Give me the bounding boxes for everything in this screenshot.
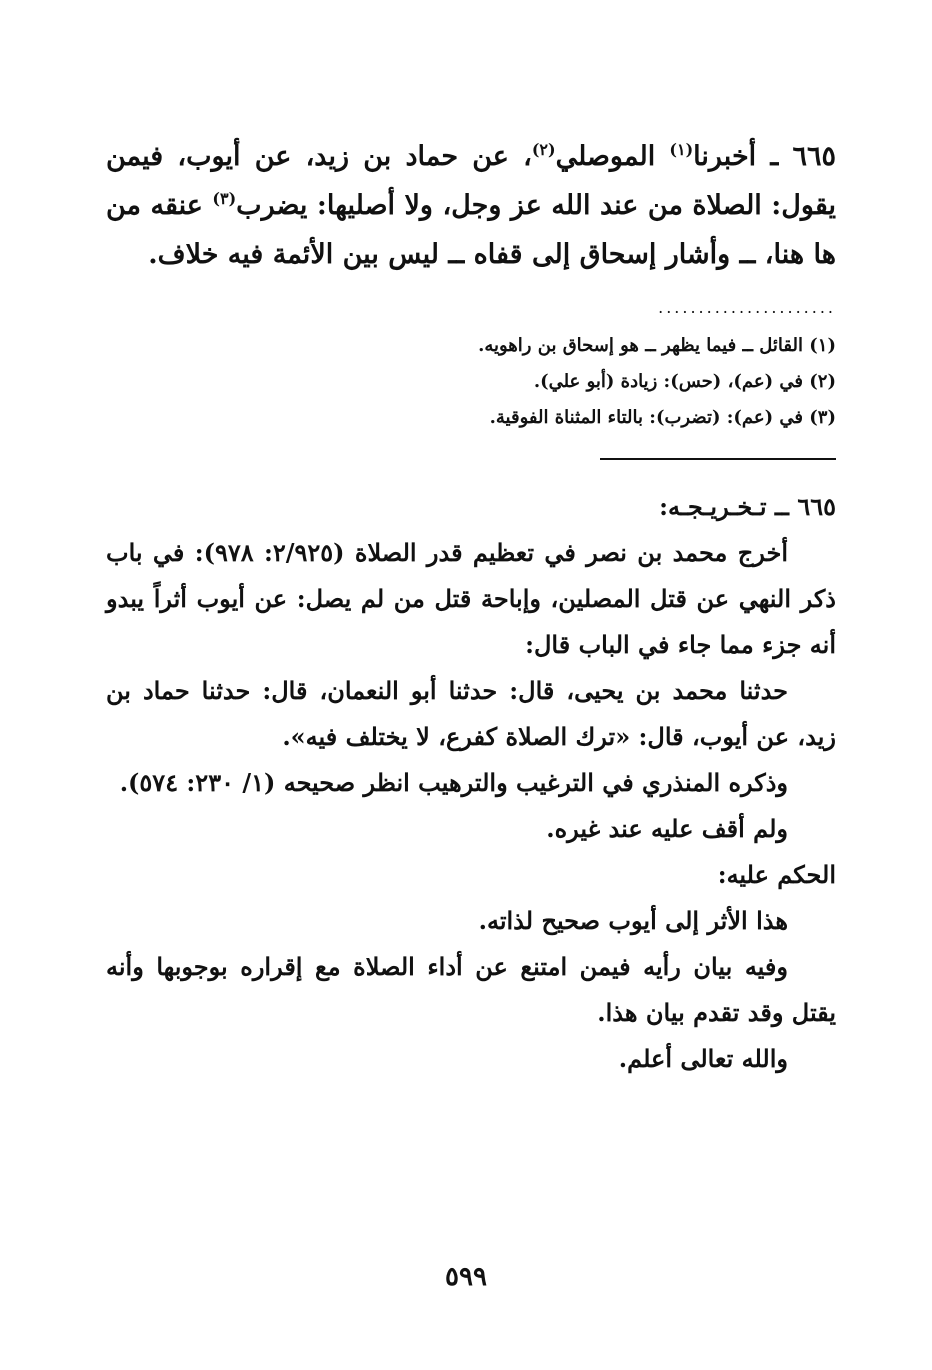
footnotes [106, 328, 836, 436]
footnote-marker-1: (١) [669, 140, 694, 159]
footnote-separator: ...................... [658, 298, 836, 317]
footnote-2: (٢) في (عم)، (حس): زيادة (أبو علي). [533, 371, 836, 392]
ruling-heading: الحكم عليه: [717, 860, 836, 889]
narration-text-4: عنقه من ها هنا، ــ وأشار إسحاق إلى قفاه ــ ليس بين الأئمة فيه خلاف. [106, 190, 836, 270]
takhrij-section [106, 484, 836, 1082]
page-number: ٥٩٩ [445, 1262, 487, 1292]
takhrij-heading: ٦٦٥ ــ تـخـريـجـه: [659, 492, 836, 521]
main-narration [106, 132, 836, 279]
footnote-marker-3: (٣) [212, 189, 237, 208]
section-divider [600, 458, 836, 460]
footnote-3: (٣) في (عم): (تضرب): بالتاء المثناة الفوقية. [489, 407, 836, 428]
ruling-paragraph-3: والله تعالى أعلم. [618, 1044, 788, 1073]
footnote-1: (١) القائل ــ فيما يظهر ــ هو إسحاق بن راهويه. [478, 335, 836, 356]
takhrij-paragraph-4: ولم أقف عليه عند غيره. [546, 814, 788, 843]
ruling-paragraph-1: هذا الأثر إلى أيوب صحيح لذاته. [478, 906, 788, 935]
ruling-paragraph-2: وفيه بيان رأيه فيمن امتنع عن أداء الصلاة مع إقراره بوجوبها وأنه يقتل وقد تقدم بيان هذا. [106, 952, 836, 1027]
takhrij-paragraph-1: أخرج محمد بن نصر في تعظيم قدر الصلاة (٢/٩٢٥: ٩٧٨): في باب ذكر النهي عن قتل المصلين، وإباحة قتل من لم يصل: عن أيوب أثراً يبدو أنه جزء مما جاء في الباب قال: [106, 538, 836, 659]
narration-number: ٦٦٥ ـ [770, 141, 836, 172]
narration-text-2: الموصلي [555, 141, 656, 172]
takhrij-paragraph-3: وذكره المنذري في الترغيب والترهيب انظر صحيحه (١/ ٢٣٠: ٥٧٤). [119, 768, 788, 797]
narration-text-1: أخبرنا [693, 141, 757, 172]
takhrij-paragraph-2: حدثنا محمد بن يحيى، قال: حدثنا أبو النعمان، قال: حدثنا حماد بن زيد، عن أيوب، قال: «ترك الصلاة كفرع، لا يختلف فيه». [106, 676, 836, 751]
footnote-marker-2: (٢) [531, 140, 556, 159]
narration-text-3: ، عن حماد بن زيد، عن أيوب، فيمن يقول: الصلاة من عند الله عز وجل، ولا أصليها: يضرب [106, 141, 836, 221]
